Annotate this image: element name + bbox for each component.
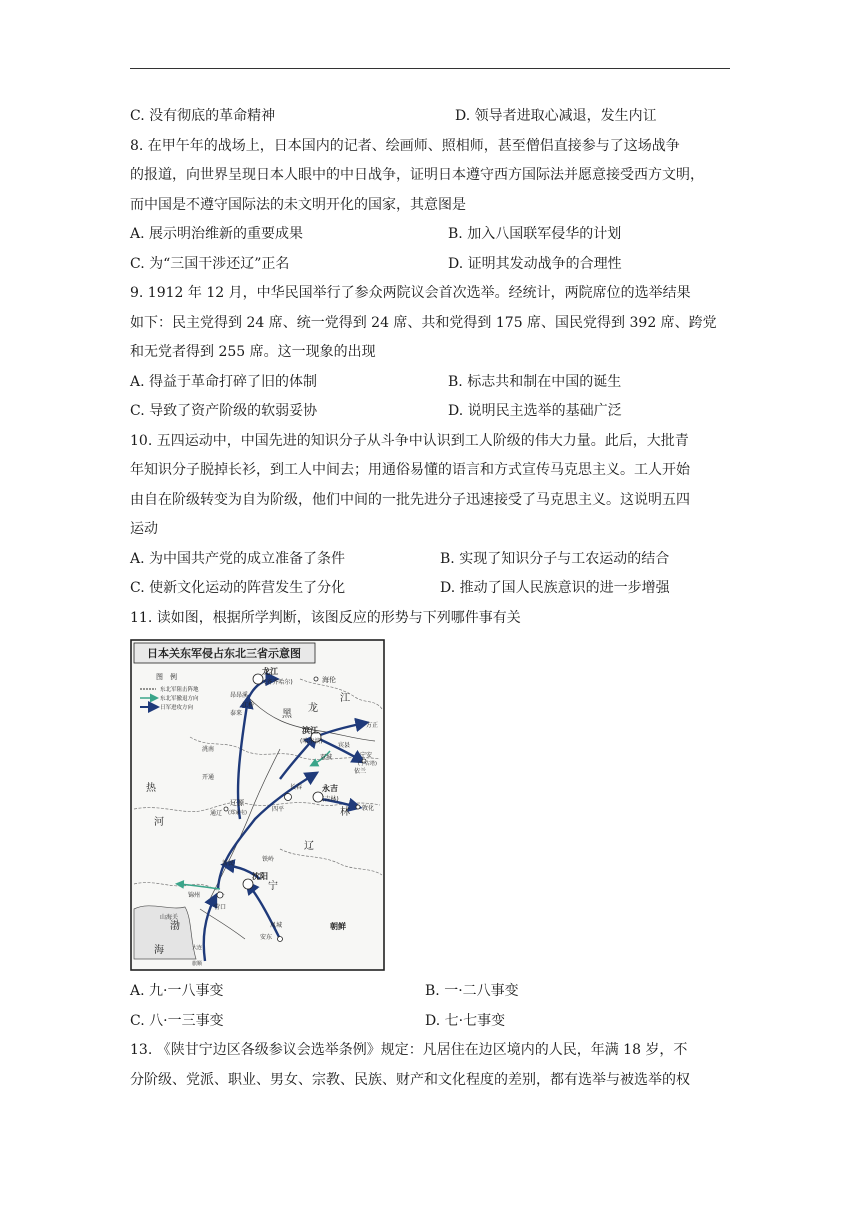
q8-option-b[interactable]: B. 加入八国联军侵华的计划: [448, 226, 622, 242]
q11-option-c[interactable]: C. 八·一三事变: [130, 1012, 224, 1029]
label-jilin: (吉林): [322, 796, 339, 803]
label-dunhua: 敦化: [362, 805, 375, 812]
question-9: [130, 279, 730, 427]
q8-stem-line-3: 而中国是不遵守国际法的未文明开化的国家，其意图是: [130, 196, 466, 213]
q11-option-a[interactable]: A. 九·一八事变: [130, 983, 224, 999]
q8-option-d[interactable]: D. 证明其发动战争的合理性: [448, 255, 622, 272]
q7-options-row: [130, 102, 730, 132]
q9-options-row-2: [130, 397, 730, 427]
q10-option-c[interactable]: C. 使新文化运动的阵营发生了分化: [130, 580, 346, 596]
q9-option-c[interactable]: C. 导致了资产阶级的软弱妥协: [130, 403, 318, 419]
q11-options-row-2: [130, 1007, 730, 1037]
legend-title: 图 例: [156, 673, 177, 681]
label-tongliao: 通辽: [210, 810, 223, 817]
q9-stem-line-3: 和无党者得到 255 席。这一现象的出现: [130, 344, 376, 360]
label-siping: 四平: [272, 806, 285, 813]
label-qiqihar: (齐齐哈尔): [264, 679, 293, 686]
label-hei: 黑: [282, 709, 292, 720]
northeast-map-figure: [130, 639, 385, 971]
label-yongji: 永吉: [322, 784, 338, 793]
q8-stem-line-2: 的报道，向世界呈现日本人眼中的中日战争，证明日本遵守西方国际法并愿意接受西方文明，: [130, 167, 704, 183]
label-liao: 辽: [304, 841, 314, 852]
label-tieling: 铁岭: [262, 856, 275, 863]
q10-stem-line-4: 运动: [130, 521, 158, 537]
label-longjiang: 龙江: [262, 667, 278, 676]
q10-stem-line-2: 年知识分子脱掉长衫，到工人中间去；用通俗易懂的语言和方式宣传马克思主义。工人开始: [130, 462, 690, 478]
legend-retreat: 东北军撤退方向: [160, 696, 199, 702]
label-hailun: 海伦: [322, 676, 336, 684]
label-ning: 宁: [268, 881, 278, 892]
q7-option-d[interactable]: D. 领导者进取心减退，发生内讧: [455, 108, 657, 124]
label-dalian: 大连: [192, 945, 203, 951]
q11-stem: 11. 读如图，根据所学判断，该图反应的形势与下列哪件事有关: [130, 609, 521, 626]
label-jinzhou: 锦州: [188, 892, 201, 899]
question-10: [130, 427, 730, 604]
question-11: [130, 604, 730, 1037]
label-reh: 热: [146, 783, 156, 794]
label-binxian: 宾县: [338, 742, 351, 749]
q11-options-row-1: [130, 977, 730, 1007]
question-8: [130, 132, 730, 280]
label-hai: 海: [154, 945, 164, 956]
northeast-map: [130, 639, 385, 971]
q7-option-c[interactable]: C. 没有彻底的革命精神: [130, 108, 276, 124]
q10-options-row-1: [130, 545, 730, 575]
q13-stem-line-1: 13. 《陕甘宁边区各级参议会选举条例》规定：凡居住在边区境内的人民，年满 18 岁，不: [130, 1042, 688, 1058]
q13-stem-line-2: 分阶级、党派、职业、男女、宗教、民族、财产和文化程度的差别，都有选举与被选举的权: [130, 1071, 690, 1088]
label-jiang: 江: [340, 693, 350, 704]
legend-defense: 东北军阻击阵地: [160, 687, 199, 693]
label-xinmin: 新民: [222, 860, 235, 867]
q10-stem-line-1: 10. 五四运动中，中国先进的知识分子从斗争中认识到工人阶级的伟大力量。此后，大批青: [130, 432, 689, 449]
label-fangzheng: 方正: [366, 722, 379, 729]
q10-option-b[interactable]: B. 实现了知识分子与工农运动的结合: [440, 550, 670, 567]
label-he: 河: [154, 817, 164, 828]
label-ningan: 宁安: [360, 752, 373, 759]
label-fengcheng: 凤城: [270, 922, 283, 929]
label-angangxi: 昂昂溪: [230, 692, 249, 699]
q9-option-a[interactable]: A. 得益于革命打碎了旧的体制: [130, 373, 318, 390]
q10-options-row-2: [130, 574, 730, 604]
label-shanhaiguan: 山海关: [160, 914, 179, 921]
q10-stem-line-3: 由自在阶级转变为自为阶级，他们中间的一批先进分子迅速接受了马克思主义。这说明五四: [130, 491, 690, 508]
q9-stem-line-2: 如下：民主党得到 24 席、统一党得到 24 席、共和党得到 175 席、国民党得到 392 席、跨党: [130, 314, 717, 331]
label-shenyang: 沈阳: [252, 872, 268, 881]
q9-stem-line-1: 9. 1912 年 12 月，中华民国举行了参众两院议会首次选举。经统计，两院席位的选举结果: [130, 285, 691, 301]
q10-option-a[interactable]: A. 为中国共产党的成立准备了条件: [130, 550, 346, 567]
label-andong: 安东: [260, 934, 273, 941]
q8-option-c[interactable]: C. 为“三国干涉还辽”正名: [130, 255, 290, 272]
q8-options-row-2: [130, 250, 730, 280]
header-rule: [130, 68, 730, 69]
q8-stem-line-1: 8. 在甲午年的战场上，日本国内的记者、绘画师、照相师，甚至僧侣直接参与了这场战争: [130, 137, 680, 154]
label-long: 龙: [308, 703, 318, 714]
label-bo: 渤: [170, 921, 180, 932]
q9-options-row-1: [130, 368, 730, 398]
legend-attack: 日军进攻方向: [160, 705, 194, 711]
label-lushun: 旅顺: [192, 961, 203, 967]
label-changchun: 长春: [290, 784, 303, 791]
q11-option-b[interactable]: B. 一·二八事变: [425, 983, 519, 999]
label-yingkou: 营口: [214, 904, 227, 911]
q9-option-b[interactable]: B. 标志共和制在中国的诞生: [448, 373, 622, 390]
q10-option-d[interactable]: D. 推动了国人民族意识的进一步增强: [440, 580, 670, 596]
q11-option-d[interactable]: D. 七·七事变: [425, 1012, 506, 1029]
label-yilan: 依兰: [354, 768, 367, 775]
q8-options-row-1: [130, 220, 730, 250]
label-zhengjiatun: (郑家屯): [228, 810, 247, 816]
label-liaoyuan: 辽源: [230, 799, 244, 807]
label-taonan: 洮南: [202, 746, 215, 753]
label-shuangcheng: 双城: [320, 754, 333, 761]
question-13: [130, 1036, 730, 1095]
label-kaitong: 开通: [202, 774, 215, 781]
label-chaoxian: 朝鲜: [330, 922, 346, 931]
label-binjiang: 滨江: [302, 726, 318, 735]
q8-option-a[interactable]: A. 展示明治维新的重要成果: [130, 226, 304, 242]
label-harbin: (哈尔滨): [300, 738, 323, 745]
q9-option-d[interactable]: D. 说明民主选举的基础广泛: [448, 403, 622, 419]
exam-page: [130, 102, 730, 1095]
label-tailai: 泰来: [230, 710, 243, 717]
label-jiangqiao: 江桥: [242, 702, 255, 709]
map-title: 日本关东军侵占东北三省示意图: [147, 647, 301, 660]
label-guta: (宁古塔): [358, 761, 377, 767]
label-lin: 林: [340, 807, 350, 818]
